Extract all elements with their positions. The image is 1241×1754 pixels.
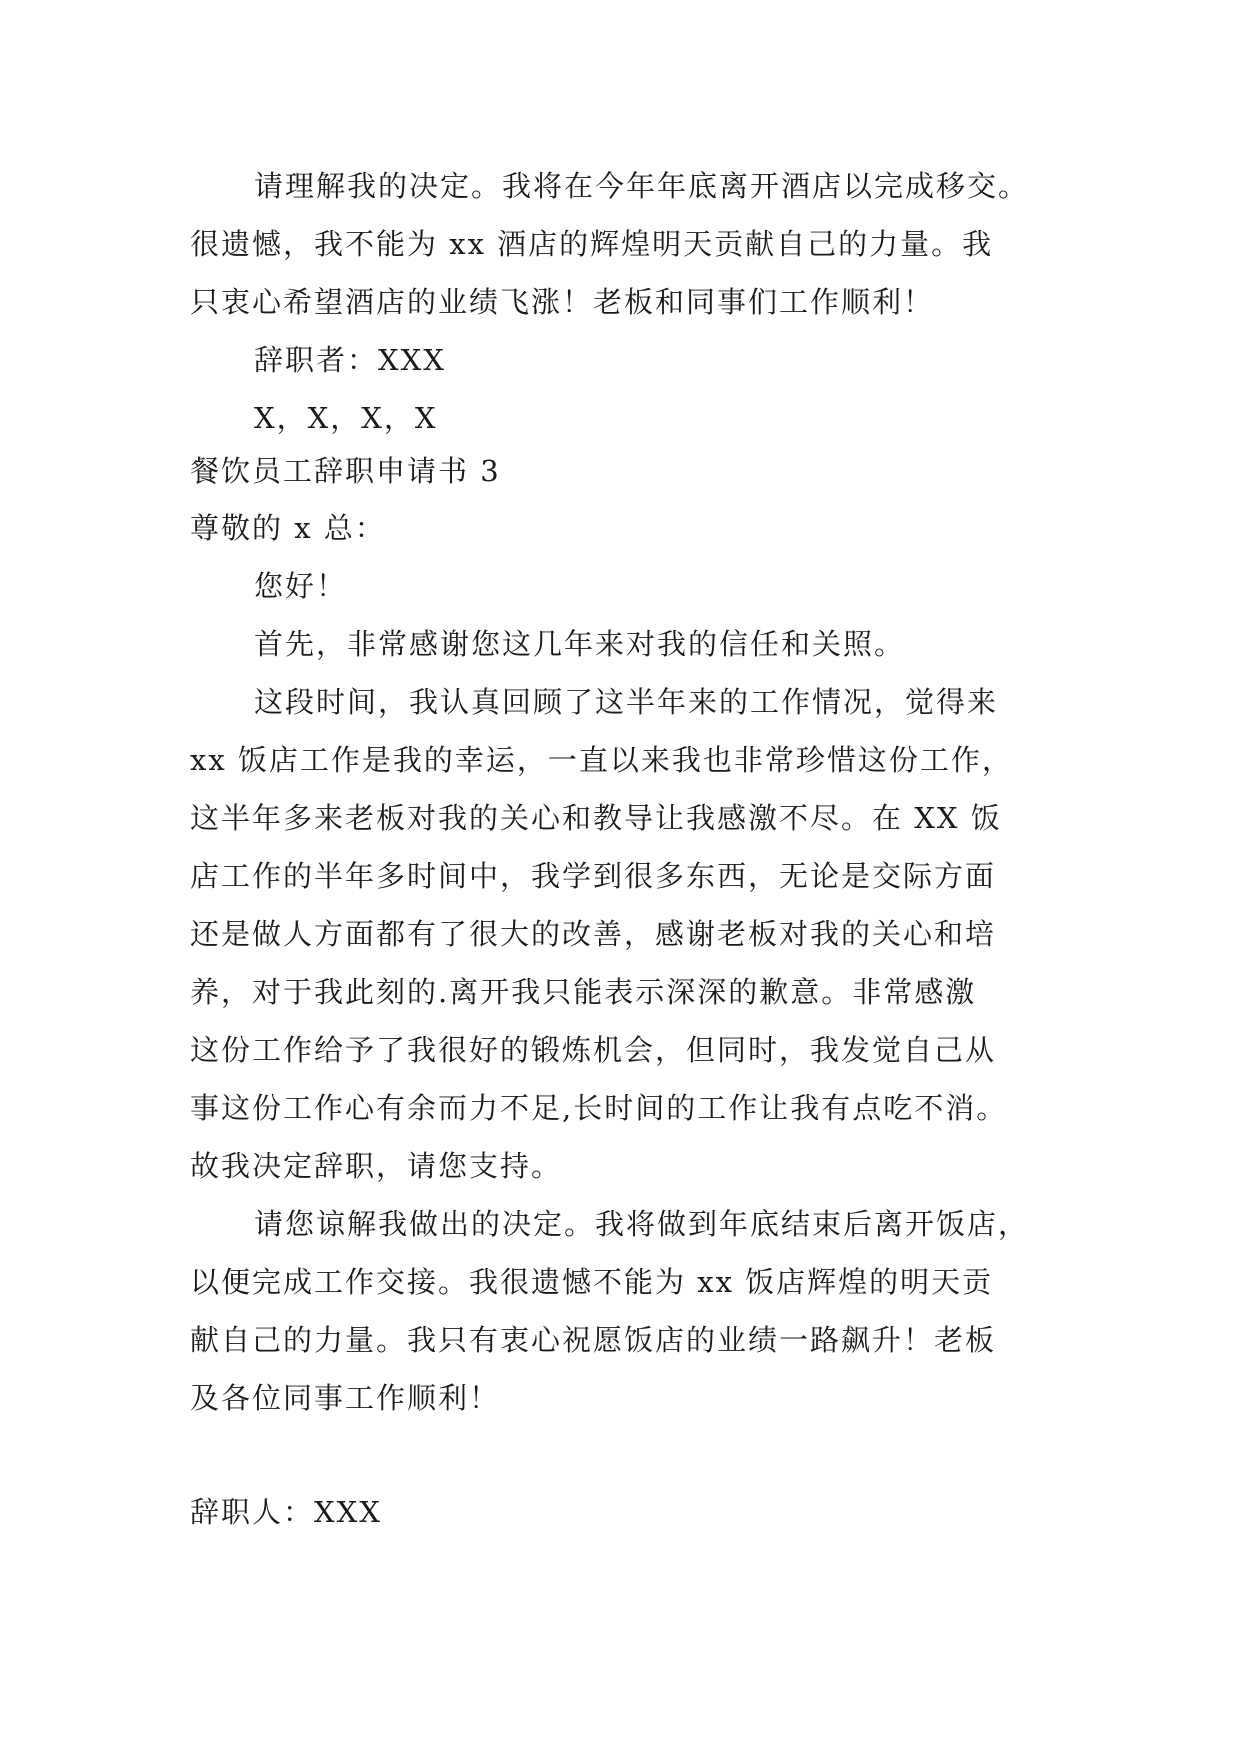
section-title: 餐饮员工辞职申请书 3: [190, 454, 501, 488]
paragraph-line: 店工作的半年多时间中，我学到很多东西，无论是交际方面: [190, 859, 997, 893]
paragraph-line: 很遗憾，我不能为 xx 酒店的辉煌明天贡献自己的力量。我: [190, 227, 994, 261]
resigner-signature: 辞职人：XXX: [190, 1495, 382, 1529]
paragraph-line: 养，对于我此刻的.离开我只能表示深深的歉意。非常感激: [190, 975, 977, 1009]
paragraph-line: 这份工作给予了我很好的锻炼机会，但同时，我发觉自己从: [190, 1033, 997, 1067]
salutation: 尊敬的 x 总：: [190, 511, 386, 545]
paragraph-line: 故我决定辞职，请您支持。: [190, 1149, 563, 1183]
paragraph-line: 还是做人方面都有了很大的改善，感谢老板对我的关心和培: [190, 917, 997, 951]
resigner-signature: 辞职者：XXX: [254, 343, 446, 377]
paragraph-line: 只衷心希望酒店的业绩飞涨！老板和同事们工作顺利！: [190, 285, 935, 319]
signature-date: X，X，X，X: [254, 401, 438, 435]
paragraph-line: xx 饭店工作是我的幸运，一直以来我也非常珍惜这份工作，: [190, 743, 1013, 777]
paragraph-line: 请理解我的决定。我将在今年年底离开酒店以完成移交。: [254, 169, 1030, 203]
paragraph-line: 这段时间，我认真回顾了这半年来的工作情况，觉得来: [254, 685, 999, 719]
paragraph-line: 事这份工作心有余而力不足,长时间的工作让我有点吃不消。: [190, 1091, 1008, 1125]
paragraph-line: 请您谅解我做出的决定。我将做到年底结束后离开饭店，: [254, 1207, 1030, 1241]
greeting: 您好！: [254, 569, 348, 603]
paragraph-line: 以便完成工作交接。我很遗憾不能为 xx 饭店辉煌的明天贡: [190, 1265, 994, 1299]
paragraph-line: 及各位同事工作顺利！: [190, 1381, 501, 1415]
paragraph-line: 这半年多来老板对我的关心和教导让我感激不尽。在 XX 饭: [190, 801, 1002, 835]
paragraph-line: 首先，非常感谢您这几年来对我的信任和关照。: [254, 627, 906, 661]
paragraph-line: 献自己的力量。我只有衷心祝愿饭店的业绩一路飙升！老板: [190, 1323, 997, 1357]
